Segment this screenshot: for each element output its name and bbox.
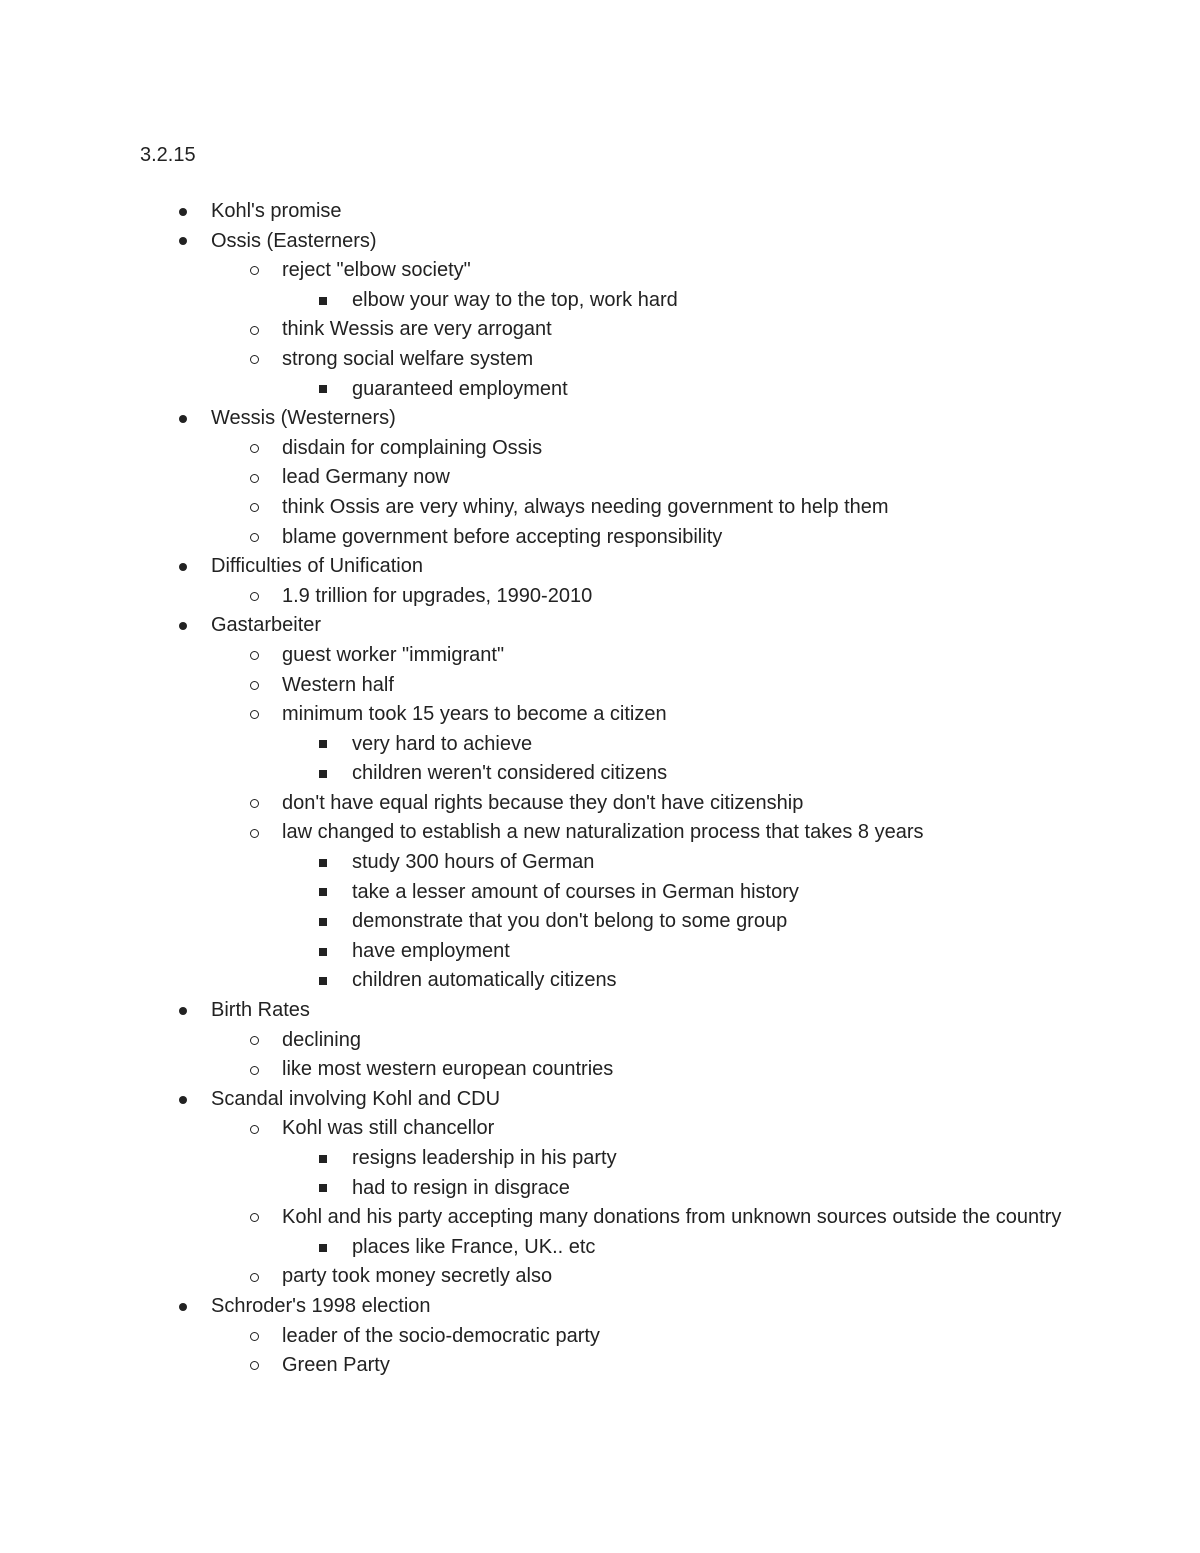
bullet-filled-square-icon: [316, 1174, 330, 1204]
outline-item-level-2: [0, 315, 1200, 345]
bullet-filled-square-icon: [316, 730, 330, 760]
outline-item-text: take a lesser amount of courses in German history: [352, 880, 799, 903]
bullet-filled-circle-icon: [176, 227, 190, 257]
outline-item-text: strong social welfare system: [282, 347, 534, 370]
outline-item-text: guest worker "immigrant": [282, 643, 505, 666]
outline-item-level-3: [0, 1233, 1200, 1263]
bullet-hollow-circle-icon: [247, 315, 261, 345]
bullet-hollow-circle-icon: [247, 1203, 261, 1233]
outline-item-level-2: [0, 1351, 1200, 1381]
bullet-filled-square-icon: [316, 1144, 330, 1174]
outline-item-text: Birth Rates: [211, 999, 310, 1022]
outline-item-level-3: [0, 907, 1200, 937]
bullet-filled-circle-icon: [176, 1085, 190, 1115]
outline-item-text: Green Party: [282, 1354, 390, 1377]
bullet-hollow-circle-icon: [247, 1026, 261, 1056]
bullet-hollow-circle-icon: [247, 818, 261, 848]
outline-item-level-2: [0, 1026, 1200, 1056]
bullet-filled-square-icon: [316, 878, 330, 908]
outline-item-level-2: [0, 434, 1200, 464]
outline-item-text: don't have equal rights because they don't have citizenship: [282, 791, 804, 814]
outline-item-text: places like France, UK.. etc: [352, 1235, 596, 1258]
outline-item-text: Schroder's 1998 election: [211, 1294, 431, 1317]
outline-item-level-2: [0, 1114, 1200, 1144]
outline-item-text: lead Germany now: [282, 466, 450, 489]
outline-item-level-1: [0, 996, 1200, 1026]
outline-item-level-2: [0, 1262, 1200, 1292]
outline-item-level-1: [0, 1085, 1200, 1115]
outline-item-text: think Wessis are very arrogant: [282, 318, 552, 341]
outline-item-level-3: [0, 1144, 1200, 1174]
outline-item-level-1: [0, 611, 1200, 641]
bullet-hollow-circle-icon: [247, 523, 261, 553]
bullet-filled-square-icon: [316, 1233, 330, 1263]
outline-item-text: had to resign in disgrace: [352, 1176, 570, 1199]
bullet-hollow-circle-icon: [247, 1262, 261, 1292]
outline-item-text: disdain for complaining Ossis: [282, 436, 543, 459]
outline-item-text: Kohl and his party accepting many donations from unknown sources outside the country: [282, 1206, 1062, 1229]
bullet-filled-circle-icon: [176, 996, 190, 1026]
outline-item-text: Gastarbeiter: [211, 614, 322, 637]
bullet-filled-square-icon: [316, 375, 330, 405]
outline-item-text: children weren't considered citizens: [352, 762, 668, 785]
bullet-hollow-circle-icon: [247, 1322, 261, 1352]
outline-item-text: children automatically citizens: [352, 969, 617, 992]
outline-item-text: like most western european countries: [282, 1058, 614, 1081]
outline-item-text: Wessis (Westerners): [211, 407, 396, 430]
bullet-filled-square-icon: [316, 966, 330, 996]
outline-item-level-2: [0, 463, 1200, 493]
bullet-hollow-circle-icon: [247, 1114, 261, 1144]
bullet-hollow-circle-icon: [247, 671, 261, 701]
notes-outline: [0, 197, 1200, 1381]
bullet-hollow-circle-icon: [247, 700, 261, 730]
outline-item-level-2: [0, 256, 1200, 286]
outline-item-text: Western half: [282, 673, 394, 696]
bullet-filled-square-icon: [316, 286, 330, 316]
bullet-hollow-circle-icon: [247, 1351, 261, 1381]
outline-item-level-3: [0, 878, 1200, 908]
outline-item-text: Kohl's promise: [211, 200, 342, 222]
outline-item-level-2: [0, 523, 1200, 553]
outline-item-level-3: [0, 1174, 1200, 1204]
outline-item-text: very hard to achieve: [352, 732, 533, 755]
outline-item-level-2: [0, 1055, 1200, 1085]
outline-item-level-1: [0, 1292, 1200, 1322]
outline-item-text: Scandal involving Kohl and CDU: [211, 1087, 501, 1110]
bullet-filled-square-icon: [316, 907, 330, 937]
bullet-hollow-circle-icon: [247, 493, 261, 523]
bullet-filled-circle-icon: [176, 197, 190, 227]
outline-item-level-2: [0, 345, 1200, 375]
bullet-filled-circle-icon: [176, 611, 190, 641]
outline-item-text: law changed to establish a new naturalization process that takes 8 years: [282, 821, 924, 844]
outline-item-level-1: [0, 227, 1200, 257]
outline-item-text: have employment: [352, 939, 510, 962]
outline-item-text: minimum took 15 years to become a citizen: [282, 703, 667, 726]
bullet-filled-square-icon: [316, 848, 330, 878]
outline-item-level-2: [0, 582, 1200, 612]
outline-item-text: elbow your way to the top, work hard: [352, 288, 678, 311]
outline-item-text: 1.9 trillion for upgrades, 1990-2010: [282, 584, 593, 607]
bullet-filled-circle-icon: [176, 1292, 190, 1322]
outline-item-level-2: [0, 818, 1200, 848]
outline-item-text: resigns leadership in his party: [352, 1147, 617, 1169]
outline-item-level-3: [0, 375, 1200, 405]
outline-item-text: blame government before accepting responsibility: [282, 525, 723, 548]
outline-item-level-2: [0, 789, 1200, 819]
outline-item-text: Difficulties of Unification: [211, 555, 423, 578]
outline-item-text: leader of the socio-democratic party: [282, 1324, 600, 1347]
outline-item-level-3: [0, 286, 1200, 316]
bullet-filled-circle-icon: [176, 404, 190, 434]
outline-item-level-2: [0, 493, 1200, 523]
outline-item-level-3: [0, 759, 1200, 789]
bullet-filled-square-icon: [316, 759, 330, 789]
outline-item-level-3: [0, 730, 1200, 760]
outline-item-level-1: [0, 197, 1200, 227]
outline-item-text: Kohl was still chancellor: [282, 1117, 495, 1140]
bullet-hollow-circle-icon: [247, 256, 261, 286]
bullet-hollow-circle-icon: [247, 345, 261, 375]
outline-item-level-2: [0, 1203, 1072, 1233]
bullet-filled-circle-icon: [176, 552, 190, 582]
outline-item-text: reject "elbow society": [282, 259, 471, 282]
outline-item-level-3: [0, 937, 1200, 967]
outline-item-level-1: [0, 552, 1200, 582]
outline-item-text: Ossis (Easterners): [211, 229, 377, 252]
outline-item-text: party took money secretly also: [282, 1265, 553, 1288]
outline-item-level-1: [0, 404, 1200, 434]
outline-item-level-2: [0, 1322, 1200, 1352]
outline-item-text: demonstrate that you don't belong to some group: [352, 910, 788, 933]
outline-item-level-2: [0, 671, 1200, 701]
bullet-hollow-circle-icon: [247, 434, 261, 464]
outline-item-level-2: [0, 641, 1200, 671]
outline-item-level-3: [0, 848, 1200, 878]
outline-item-text: study 300 hours of German: [352, 851, 595, 874]
outline-item-level-2: [0, 700, 1200, 730]
outline-item-text: declining: [282, 1028, 361, 1051]
outline-item-text: guaranteed employment: [352, 377, 568, 400]
bullet-hollow-circle-icon: [247, 641, 261, 671]
document-date: 3.2.15: [140, 144, 196, 166]
bullet-hollow-circle-icon: [247, 789, 261, 819]
outline-item-text: think Ossis are very whiny, always needing government to help them: [282, 495, 889, 518]
bullet-hollow-circle-icon: [247, 1055, 261, 1085]
bullet-hollow-circle-icon: [247, 463, 261, 493]
outline-item-level-3: [0, 966, 1200, 996]
bullet-filled-square-icon: [316, 937, 330, 967]
bullet-hollow-circle-icon: [247, 582, 261, 612]
